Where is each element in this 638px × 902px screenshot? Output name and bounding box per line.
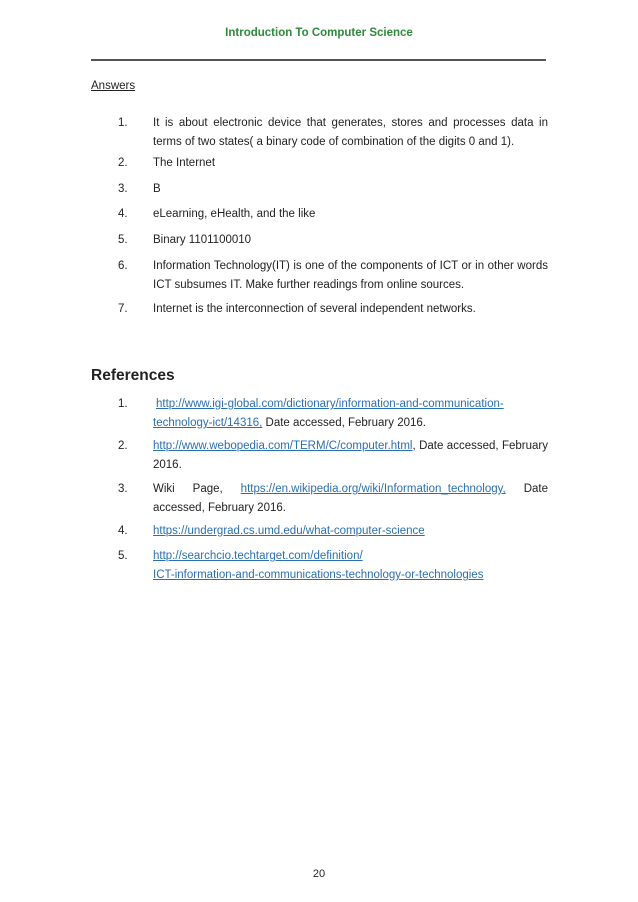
answer-number: 7. [118, 303, 128, 315]
answer-item-5 [118, 231, 548, 250]
answer-text: It is about electronic device that generates, stores and processes data in terms of two states( a binary code of combination of the digits 0 and 1). [153, 117, 548, 148]
reference-text [153, 437, 548, 475]
references-heading: References [91, 367, 175, 384]
reference-item-1 [118, 395, 548, 433]
reference-link[interactable]: http://www.webopedia.com/TERM/C/computer.html [153, 440, 413, 452]
reference-date: , Date accessed, February 2016. [153, 440, 548, 471]
answer-item-6 [118, 257, 548, 295]
answer-item-7 [118, 300, 548, 319]
answer-text: Internet is the interconnection of several independent networks. [153, 303, 476, 315]
running-header: Introduction To Computer Science [225, 27, 413, 39]
answer-text: Binary 1101100010 [153, 234, 252, 246]
answer-text: eLearning, eHealth, and the like [153, 208, 316, 220]
answer-number: 6. [118, 260, 128, 272]
answer-item-1 [118, 114, 548, 152]
answer-number: 2. [118, 157, 128, 169]
reference-number: 4. [118, 525, 128, 537]
reference-text [153, 480, 548, 518]
reference-item-3 [118, 480, 548, 518]
reference-date: Date accessed, February 2016. [153, 483, 548, 514]
reference-number: 5. [118, 550, 128, 562]
answer-item-4 [118, 205, 548, 224]
answer-number: 3. [118, 183, 128, 195]
reference-item-2 [118, 437, 548, 475]
reference-text [153, 522, 548, 541]
page-number: 20 [312, 868, 326, 880]
reference-date: Date accessed, February 2016. [262, 417, 426, 429]
answer-text: B [153, 183, 161, 195]
reference-number: 3. [118, 483, 128, 495]
reference-text [153, 395, 548, 433]
reference-item-4 [118, 522, 548, 541]
reference-link[interactable]: http://www.igi-global.com/dictionary/information-and-communication-technology-ict/14316, [153, 398, 504, 429]
answer-text: The Internet [153, 157, 216, 169]
reference-number: 2. [118, 440, 128, 452]
answer-item-3 [118, 180, 548, 199]
reference-link[interactable]: http://searchcio.techtarget.com/definition/ [153, 550, 363, 562]
answer-text: Information Technology(IT) is one of the components of ICT or in other words ICT subsumes IT. Make further readings from online sources. [153, 260, 548, 291]
reference-link-continued[interactable]: ICT-information-and-communications-technology-or-technologies [153, 569, 484, 581]
answer-number: 1. [118, 117, 128, 129]
answers-heading: Answers [91, 80, 136, 92]
header-divider [91, 59, 546, 61]
answer-number: 4. [118, 208, 128, 220]
reference-item-5 [118, 547, 548, 585]
answer-number: 5. [118, 234, 128, 246]
reference-prefix: Wiki Page, [153, 483, 241, 495]
reference-number: 1. [118, 398, 128, 410]
answer-item-2 [118, 154, 548, 173]
reference-link[interactable]: https://undergrad.cs.umd.edu/what-computer-science [153, 525, 425, 537]
reference-link[interactable]: https://en.wikipedia.org/wiki/Information_technology, [240, 483, 506, 495]
reference-text [153, 547, 548, 585]
